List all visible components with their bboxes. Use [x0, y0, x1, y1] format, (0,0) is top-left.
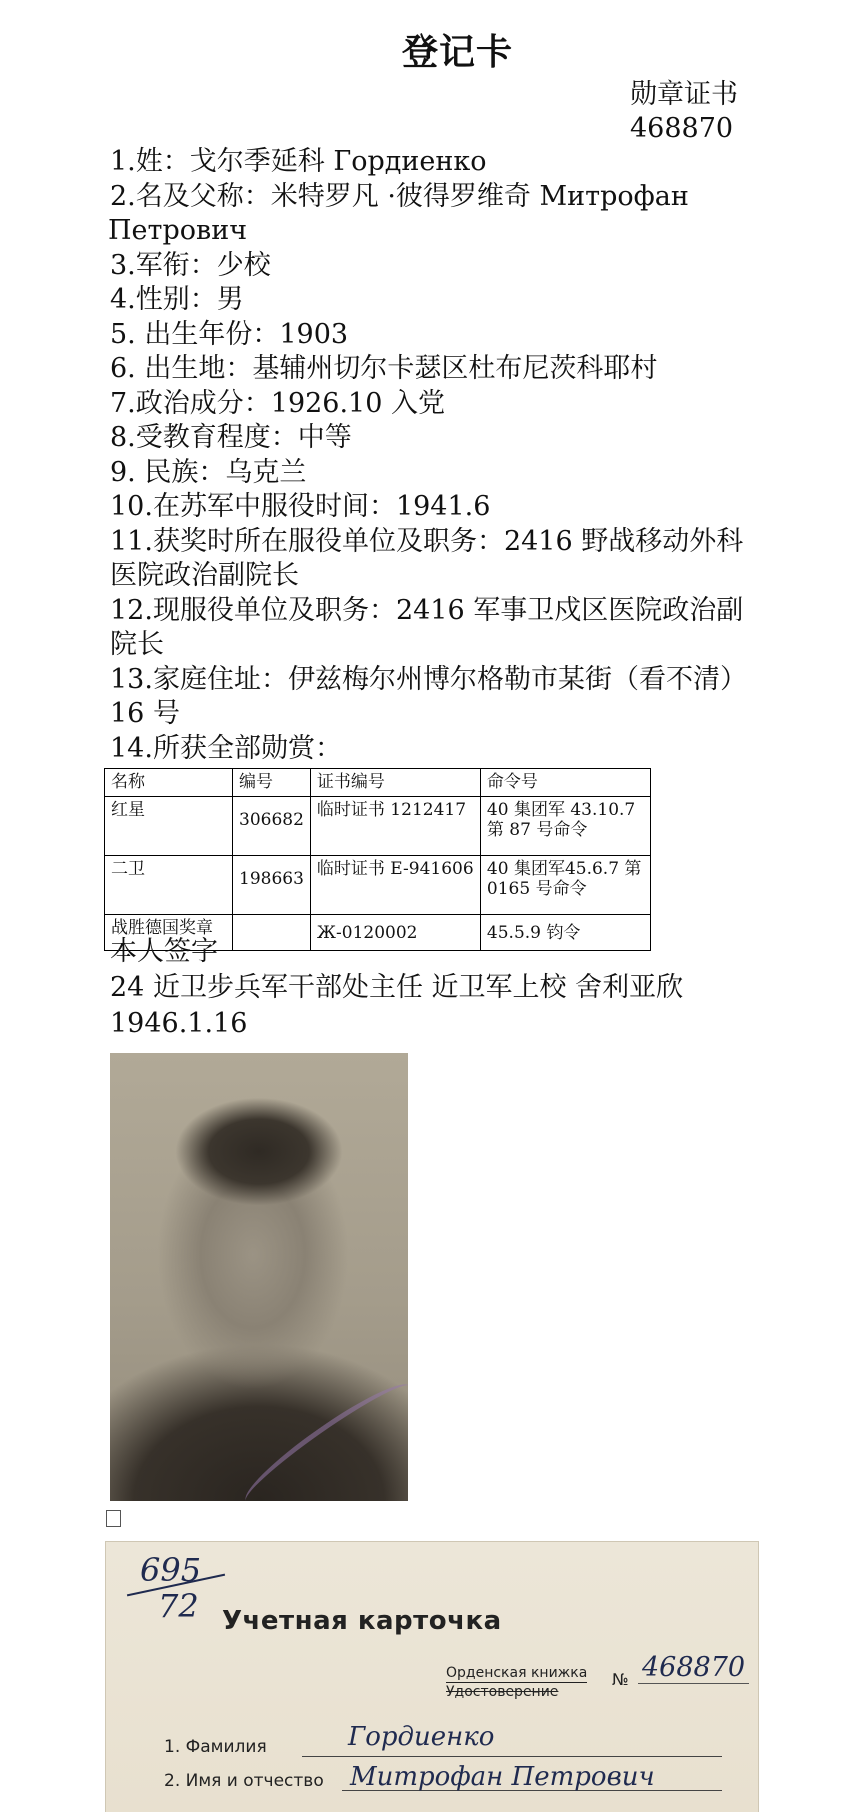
award-order: 45.5.9 钧令 — [480, 915, 650, 951]
award-name: 红星 — [105, 797, 233, 856]
page-title: 登记卡 — [401, 32, 513, 73]
medal-book-label: 勋章证书 — [630, 79, 738, 110]
card-field-surname-label: 1. Фамилия — [164, 1737, 267, 1757]
card-booklet-labels — [446, 1664, 587, 1701]
medal-book-block — [630, 78, 738, 146]
field-birthplace: 6. 出生地：基辅州切尔卡瑟区杜布尼茨科耶村 — [110, 353, 658, 384]
field-party: 7.政治成分：1926.10 入党 — [110, 387, 445, 419]
signature-date: 1946.1.16 — [110, 1008, 248, 1039]
award-order: 40 集团军 43.10.7 第 87 号命令 — [480, 797, 650, 856]
card-booklet-label-2: Удостоверение — [446, 1684, 559, 1700]
card-hand-number — [140, 1550, 201, 1626]
table-row — [105, 797, 651, 856]
award-certificate: Ж-0120002 — [310, 915, 480, 951]
card-number-value: 468870 — [638, 1652, 749, 1684]
award-name: 战胜德国奖章 — [105, 915, 233, 951]
field-surname: 1.姓：戈尔季延科 Гордиенко — [110, 146, 487, 177]
field-birth-year: 5. 出生年份：1903 — [110, 318, 349, 350]
header-certificate: 证书编号 — [310, 769, 480, 797]
field-sex: 4.性别：男 — [110, 284, 244, 315]
card-hand-number-top: 695 — [140, 1551, 202, 1589]
award-certificate: 临时证书 E-941606 — [310, 856, 480, 915]
award-order: 40 集团军45.6.7 第 0165 号命令 — [480, 856, 650, 915]
card-field-name-value: Митрофан Петрович — [350, 1762, 655, 1792]
header-number: 编号 — [233, 769, 311, 797]
header-name: 名称 — [105, 769, 233, 797]
award-name: 二卫 — [105, 856, 233, 915]
field-awards-heading: 14.所获全部勋赏： — [110, 732, 342, 764]
table-header-row — [105, 769, 651, 797]
card-number-sign: № — [612, 1670, 629, 1689]
portrait-photo — [110, 1053, 408, 1501]
awards-table — [104, 768, 651, 951]
award-certificate: 临时证书 1212417 — [310, 797, 480, 856]
card-field-name-label: 2. Имя и отчество — [164, 1771, 324, 1791]
award-number: 306682 — [233, 797, 311, 856]
medal-book-number: 468870 — [630, 113, 734, 144]
field-nationality: 9. 民族：乌克兰 — [110, 456, 307, 488]
card-field-surname-value: Гордиенко — [348, 1722, 495, 1752]
field-rank: 3.军衔：少校 — [110, 249, 271, 281]
field-home-address: 13.家庭住址：伊兹梅尔州博尔格勒市某街（看不清）16 号 — [110, 663, 747, 729]
card-field-surname-line — [302, 1756, 722, 1757]
field-unit-at-award: 11.获奖时所在服役单位及职务：2416 野战移动外科医院政治副院长 — [110, 525, 744, 591]
signature-signer: 24 近卫步兵军干部处主任 近卫军上校 舍利亚欣 — [110, 972, 684, 1003]
original-card-scan — [106, 1542, 758, 1812]
card-title: Учетная карточка — [222, 1606, 502, 1636]
stamp-mark — [236, 1372, 408, 1501]
field-service-since: 10.在苏军中服役时间：1941.6 — [110, 491, 491, 522]
registration-fields — [110, 145, 770, 766]
card-hand-number-bottom: 72 — [158, 1587, 199, 1625]
field-current-unit: 12.现服役单位及职务：2416 军事卫戍区医院政治副院长 — [110, 594, 744, 660]
award-number: 198663 — [233, 856, 311, 915]
field-education: 8.受教育程度：中等 — [110, 422, 352, 453]
field-name-patronymic-cont: Петрович — [108, 215, 248, 246]
card-booklet-label-1: Орденская книжка — [446, 1665, 588, 1681]
table-row — [105, 856, 651, 915]
placeholder-box — [106, 1510, 121, 1527]
signature-label: 本人签字 — [110, 936, 218, 967]
header-order: 命令号 — [480, 769, 650, 797]
field-name-patronymic: 2.名及父称：米特罗凡 ·彼得罗维奇 Митрофан — [110, 180, 689, 212]
signature-block — [110, 934, 683, 1042]
